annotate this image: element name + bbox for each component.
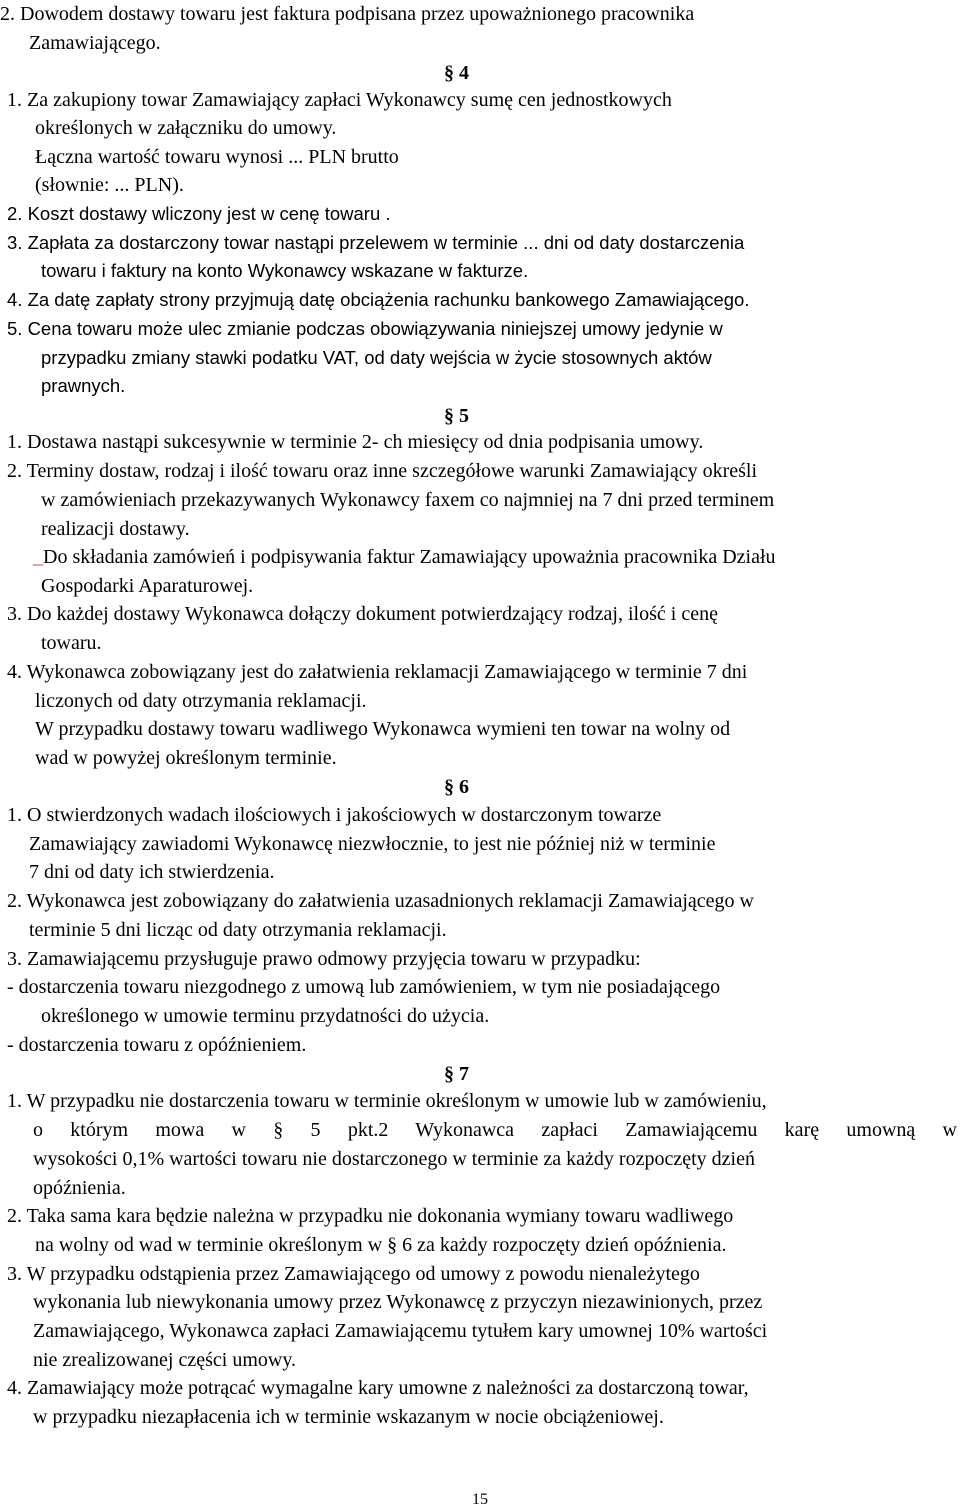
- paragraph-line: [33, 544, 776, 570]
- paragraph-line: W przypadku dostawy towaru wadliwego Wykonawca wymieni ten towar na wolny od: [35, 718, 731, 740]
- paragraph-line: liczonych od daty otrzymania reklamacji.: [35, 690, 367, 712]
- paragraph-line: 5. Cena towaru może ulec zmianie podczas obowiązywania niniejszej umowy jedynie w: [7, 318, 723, 339]
- paragraph-line: 7 dni od daty ich stwierdzenia.: [29, 861, 275, 883]
- paragraph-line: wysokości 0,1% wartości towaru nie dostarczonego w terminie za każdy rozpoczęty dzień: [33, 1148, 755, 1170]
- paragraph-line: opóźnienia.: [33, 1177, 126, 1199]
- paragraph-line: 1. Za zakupiony towar Zamawiający zapłaci Wykonawcy sumę cen jednostkowych: [7, 89, 672, 111]
- paragraph-line: 4. Za datę zapłaty strony przyjmują datę obciążenia rachunku bankowego Zamawiającego.: [7, 289, 750, 310]
- section-heading: § 6: [444, 776, 469, 798]
- paragraph-line: w przypadku niezapłacenia ich w terminie wskazanym w nocie obciążeniowej.: [33, 1406, 664, 1428]
- paragraph-line: terminie 5 dni licząc od daty otrzymania reklamacji.: [29, 919, 447, 941]
- paragraph-line: wad w powyżej określonym terminie.: [35, 747, 337, 769]
- paragraph-line: przypadku zmiany stawki podatku VAT, od daty wejścia w życie stosownych aktów: [41, 347, 712, 368]
- paragraph-line: towaru.: [41, 632, 102, 654]
- paragraph-line: w zamówieniach przekazywanych Wykonawcy faxem co najmniej na 7 dni przed terminem: [41, 489, 775, 511]
- section-heading: § 7: [444, 1063, 469, 1085]
- paragraph-line: 3. Zamawiającemu przysługuje prawo odmowy przyjęcia towaru w przypadku:: [7, 948, 641, 970]
- paragraph-line: na wolny od wad w terminie określonym w § 6 za każdy rozpoczęty dzień opóźnienia.: [35, 1234, 727, 1256]
- section-heading: § 4: [444, 62, 469, 84]
- paragraph-line: 1. W przypadku nie dostarczenia towaru w terminie określonym w umowie lub w zamówieniu,: [7, 1090, 767, 1112]
- paragraph-line: 2. Taka sama kara będzie należna w przypadku nie dokonania wymiany towaru wadliwego: [7, 1205, 734, 1227]
- paragraph-line: Zamawiającego, Wykonawca zapłaci Zamawiającemu tytułem kary umownej 10% wartości: [33, 1320, 768, 1342]
- paragraph-line: 2. Wykonawca jest zobowiązany do załatwienia uzasadnionych reklamacji Zamawiającego w: [7, 890, 755, 912]
- paragraph-line: określonego w umowie terminu przydatności do użycia.: [41, 1005, 490, 1027]
- paragraph-text: Do składania zamówień i podpisywania faktur Zamawiający upoważnia pracownika Działu: [43, 546, 776, 568]
- paragraph-line: Zamawiającego.: [29, 32, 161, 54]
- page-number: 15: [472, 1491, 488, 1508]
- paragraph-line: (słownie: ... PLN).: [35, 174, 184, 196]
- paragraph-line: określonych w załączniku do umowy.: [35, 117, 337, 139]
- paragraph-line: prawnych.: [41, 375, 126, 396]
- paragraph-line: 2. Dowodem dostawy towaru jest faktura podpisana przez upoważnionego pracownika: [0, 3, 695, 25]
- paragraph-line: 3. W przypadku odstąpienia przez Zamawiającego od umowy z powodu nienależytego: [7, 1263, 700, 1285]
- paragraph-line: 2. Terminy dostaw, rodzaj i ilość towaru oraz inne szczegółowe warunki Zamawiający określi: [7, 460, 758, 482]
- edit-marker-icon: _: [33, 546, 43, 568]
- paragraph-line: Zamawiający zawiadomi Wykonawcę niezwłocznie, to jest nie później niż w terminie: [29, 833, 716, 855]
- paragraph-line: Łączna wartość towaru wynosi ... PLN brutto: [35, 146, 399, 168]
- paragraph-line: - dostarczenia towaru niezgodnego z umową lub zamówieniem, w tym nie posiadającego: [7, 976, 721, 998]
- paragraph-line: 3. Zapłata za dostarczony towar nastąpi przelewem w terminie ... dni od daty dostarczenia: [7, 232, 745, 253]
- paragraph-line: 1. O stwierdzonych wadach ilościowych i jakościowych w dostarczonym towarze: [7, 804, 662, 826]
- paragraph-line: towaru i faktury na konto Wykonawcy wskazane w fakturze.: [41, 260, 529, 281]
- paragraph-line: realizacji dostawy.: [41, 518, 190, 540]
- paragraph-line: 4. Zamawiający może potrącać wymagalne kary umowne z należności za dostarczoną towar,: [7, 1377, 749, 1399]
- paragraph-line: Gospodarki Aparaturowej.: [41, 575, 254, 597]
- paragraph-line: - dostarczenia towaru z opóźnieniem.: [7, 1034, 307, 1056]
- paragraph-line: wykonania lub niewykonania umowy przez Wykonawcę z przyczyn niezawinionych, przez: [33, 1291, 763, 1313]
- paragraph-line: 2. Koszt dostawy wliczony jest w cenę towaru .: [7, 203, 391, 224]
- paragraph-line: 4. Wykonawca zobowiązany jest do załatwienia reklamacji Zamawiającego w terminie 7 dni: [7, 661, 748, 683]
- paragraph-line: 3. Do każdej dostawy Wykonawca dołączy dokument potwierdzający rodzaj, ilość i cenę: [7, 603, 718, 625]
- paragraph-line: o którym mowa w § 5 pkt.2 Wykonawca zapłaci Zamawiającemu karę umowną w: [33, 1119, 957, 1141]
- paragraph-line: nie zrealizowanej części umowy.: [33, 1349, 297, 1371]
- paragraph-line: 1. Dostawa nastąpi sukcesywnie w terminie 2- ch miesięcy od dnia podpisania umowy.: [7, 431, 704, 453]
- section-heading: § 5: [444, 405, 469, 427]
